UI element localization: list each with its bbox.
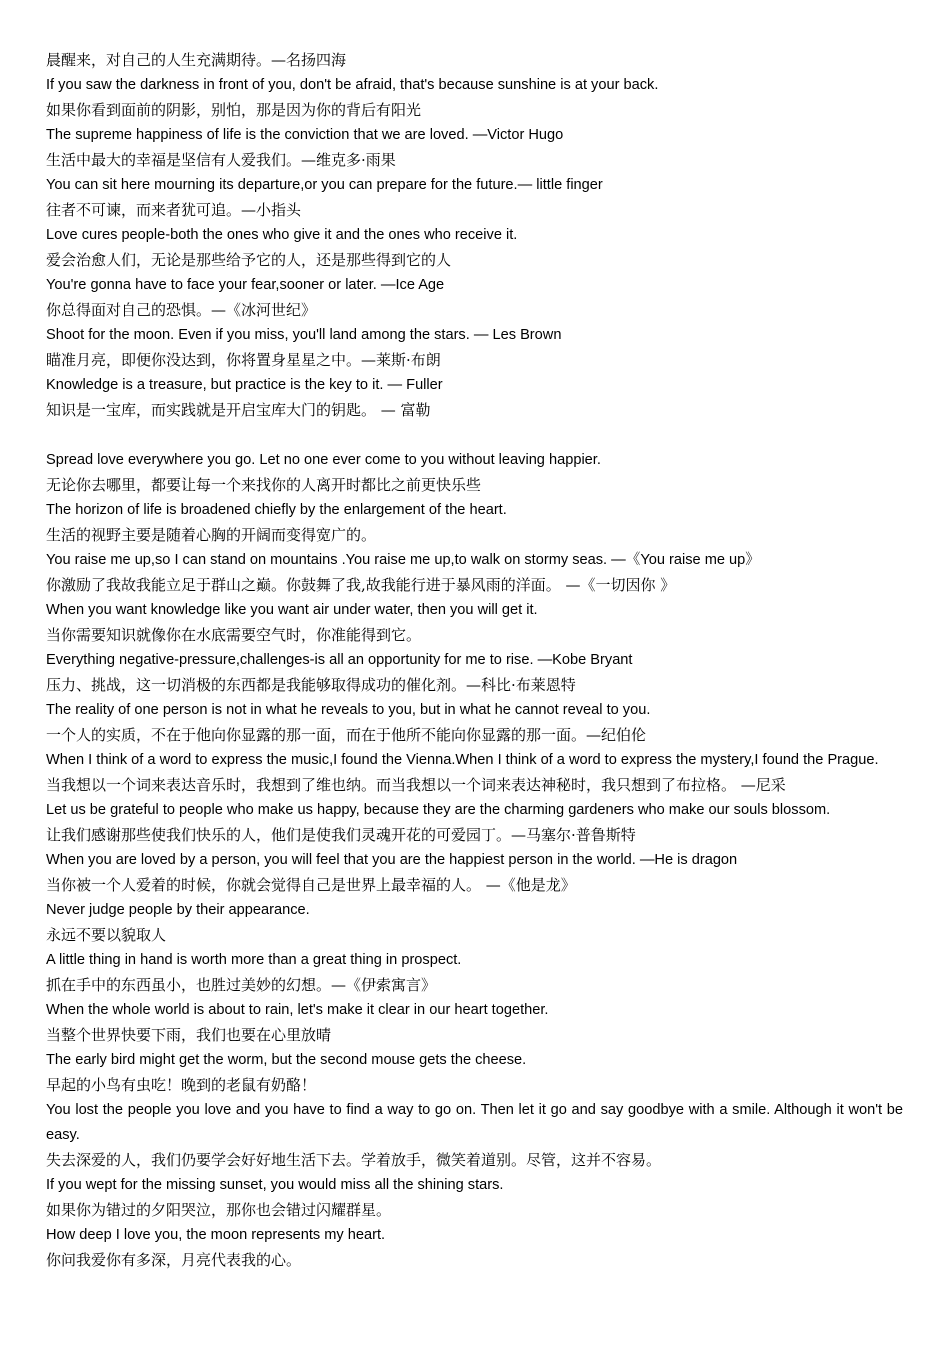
- quote-chinese-line: 当你需要知识就像你在水底需要空气时，你准能得到它。: [46, 626, 422, 644]
- document-page: [46, 48, 903, 1273]
- quote-english-line: Let us be grateful to people who make us happy, because they are the charming gardeners who make our souls blossom.: [46, 802, 831, 818]
- quote-chinese-line: 爱会治愈人们，无论是那些给予它的人，还是那些得到它的人: [46, 251, 452, 269]
- quote-english-line: When the whole world is about to rain, let's make it clear in our heart together.: [46, 1002, 549, 1018]
- quote-chinese-line: 一个人的实质，不在于他向你显露的那一面，而在于他所不能向你显露的那一面。—纪伯伦: [46, 726, 647, 744]
- quote-english-line: A little thing in hand is worth more than a great thing in prospect.: [46, 952, 462, 968]
- quote-chinese-line: 抓在手中的东西虽小，也胜过美妙的幻想。—《伊索寓言》: [46, 976, 437, 994]
- quote-chinese-line: 早起的小鸟有虫吃！晚到的老鼠有奶酪！: [46, 1076, 317, 1094]
- quote-english-line: You raise me up,so I can stand on mountains .You raise me up,to walk on stormy seas. —《You raise me up》: [46, 552, 760, 568]
- quote-english-line: Love cures people-both the ones who give it and the ones who receive it.: [46, 227, 518, 243]
- quote-chinese-line: 知识是一宝库，而实践就是开启宝库大门的钥匙。 — 富勒: [46, 401, 431, 419]
- quote-chinese-line: 无论你去哪里，都要让每一个来找你的人离开时都比之前更快乐些: [46, 476, 482, 494]
- quote-english-line: The horizon of life is broadened chiefly by the enlargement of the heart.: [46, 502, 507, 518]
- quote-english-line: You can sit here mourning its departure,or you can prepare for the future.— little finger: [46, 177, 603, 193]
- quote-chinese-line: 让我们感谢那些使我们快乐的人，他们是使我们灵魂开花的可爱园丁。—马塞尔·普鲁斯特: [46, 826, 636, 844]
- quote-chinese-line: 压力、挑战，这一切消极的东西都是我能够取得成功的催化剂。—科比·布莱恩特: [46, 676, 576, 694]
- quote-chinese-line: 你激励了我故我能立足于群山之巅。你鼓舞了我,故我能行进于暴风雨的洋面。 —《一切因你 》: [46, 576, 676, 594]
- quote-english-line: If you saw the darkness in front of you, don't be afraid, that's because sunshine is at your back.: [46, 77, 659, 93]
- quote-english-line: You're gonna have to face your fear,sooner or later. —Ice Age: [46, 277, 445, 293]
- quote-chinese-line: 晨醒来，对自己的人生充满期待。—名扬四海: [46, 51, 347, 69]
- blank-line: [46, 423, 903, 448]
- quote-english-line: When I think of a word to express the music,I found the Vienna.When I think of a word to express the mystery,I found the Prague.: [46, 752, 879, 768]
- quote-chinese-line: 失去深爱的人，我们仍要学会好好地生活下去。学着放手，微笑着道别。尽管，这并不容易。: [46, 1151, 662, 1169]
- quote-chinese-line: 当你被一个人爱着的时候，你就会觉得自己是世界上最幸福的人。 —《他是龙》: [46, 876, 576, 894]
- quote-english-line: Spread love everywhere you go. Let no one ever come to you without leaving happier.: [46, 452, 601, 468]
- quote-english-line: You lost the people you love and you have to find a way to go on. Then let it go and say goodbye with a smile. Although it won't be easy.: [46, 1102, 903, 1143]
- quote-chinese-line: 如果你为错过的夕阳哭泣，那你也会错过闪耀群星。: [46, 1201, 392, 1219]
- quote-chinese-line: 永远不要以貌取人: [46, 926, 167, 944]
- quote-chinese-line: 往者不可谏，而来者犹可追。—小指头: [46, 201, 302, 219]
- quote-english-line: If you wept for the missing sunset, you would miss all the shining stars.: [46, 1177, 504, 1193]
- quote-english-line: The reality of one person is not in what he reveals to you, but in what he cannot reveal to you.: [46, 702, 651, 718]
- quote-chinese-line: 生活中最大的幸福是坚信有人爱我们。—维克多·雨果: [46, 151, 396, 169]
- quote-english-line: Knowledge is a treasure, but practice is the key to it. — Fuller: [46, 377, 443, 393]
- quote-chinese-line: 瞄准月亮，即便你没达到，你将置身星星之中。—莱斯·布朗: [46, 351, 441, 369]
- quote-chinese-line: 当整个世界快要下雨，我们也要在心里放晴: [46, 1026, 332, 1044]
- quote-chinese-line: 当我想以一个词来表达音乐时，我想到了维也纳。而当我想以一个词来表达神秘时，我只想到了布拉格。 —尼采: [46, 776, 786, 794]
- quote-english-line: Never judge people by their appearance.: [46, 902, 310, 918]
- quote-english-line: The early bird might get the worm, but the second mouse gets the cheese.: [46, 1052, 527, 1068]
- quote-english-line: When you are loved by a person, you will feel that you are the happiest person in the world. —He is dragon: [46, 852, 738, 868]
- quote-chinese-line: 生活的视野主要是随着心胸的开阔而变得宽广的。: [46, 526, 377, 544]
- quote-chinese-line: 你总得面对自己的恐惧。—《冰河世纪》: [46, 301, 317, 319]
- quote-english-line: How deep I love you, the moon represents my heart.: [46, 1227, 386, 1243]
- quote-english-line: When you want knowledge like you want air under water, then you will get it.: [46, 602, 538, 618]
- quote-english-line: Everything negative-pressure,challenges-is all an opportunity for me to rise. —Kobe Bryant: [46, 652, 633, 668]
- quote-english-line: The supreme happiness of life is the conviction that we are loved. —Victor Hugo: [46, 127, 564, 143]
- quote-english-line: Shoot for the moon. Even if you miss, you'll land among the stars. — Les Brown: [46, 327, 562, 343]
- quote-chinese-line: 如果你看到面前的阴影，别怕，那是因为你的背后有阳光: [46, 101, 422, 119]
- quote-chinese-line: 你问我爱你有多深，月亮代表我的心。: [46, 1251, 302, 1269]
